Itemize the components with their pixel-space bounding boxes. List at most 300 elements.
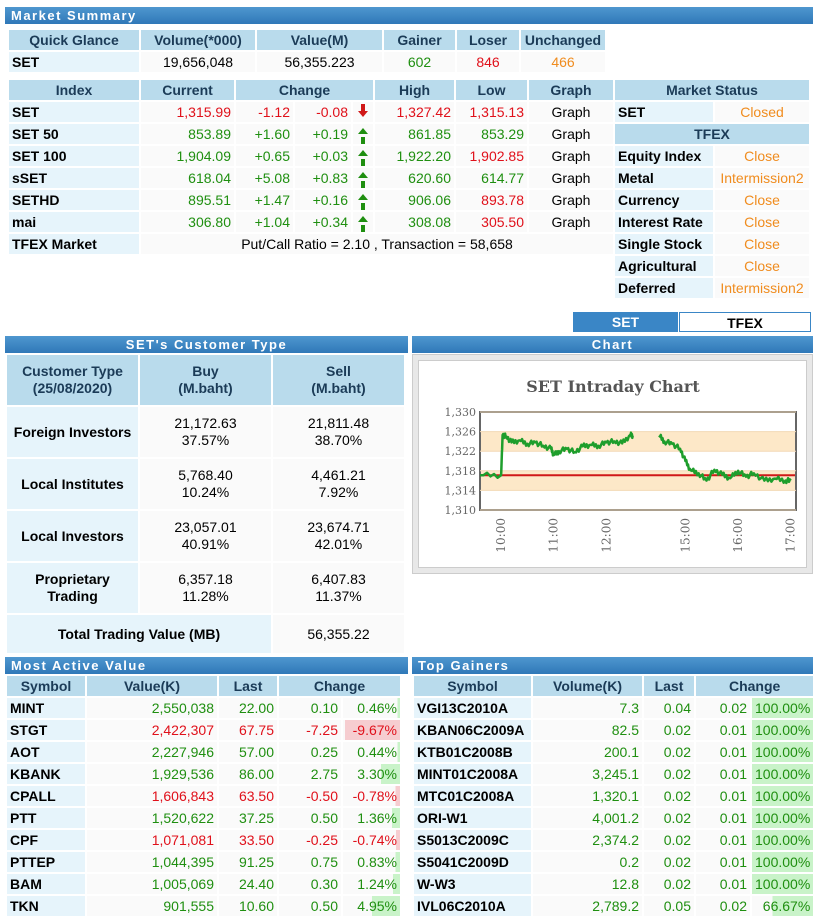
sell-value: 21,811.48 bbox=[307, 415, 370, 431]
sell-cell bbox=[273, 407, 404, 457]
index-current: 306.80 bbox=[141, 212, 234, 232]
value-cell: 1,071,081 bbox=[87, 830, 217, 850]
buy-cell bbox=[140, 459, 271, 509]
index-high: 1,922.20 bbox=[375, 146, 454, 166]
value-cell: 2,227,946 bbox=[87, 742, 217, 762]
chart-tabs bbox=[573, 312, 811, 332]
symbol-link[interactable]: PTT bbox=[7, 808, 85, 828]
index-row bbox=[9, 168, 613, 188]
change-pct-cell: -9.67% bbox=[343, 720, 400, 740]
most-active-col-header: Change bbox=[279, 676, 400, 696]
last-cell: 0.02 bbox=[644, 742, 694, 762]
graph-link[interactable]: Graph bbox=[529, 190, 613, 210]
index-low: 893.78 bbox=[456, 190, 527, 210]
change-cell: 0.50 bbox=[279, 896, 341, 916]
top-gainers-row bbox=[414, 852, 813, 872]
change-cell: 0.01 bbox=[696, 874, 750, 894]
change-cell: 0.10 bbox=[279, 698, 341, 718]
index-col-header: Current bbox=[141, 80, 234, 100]
change-cell: -0.50 bbox=[279, 786, 341, 806]
volume-cell: 82.5 bbox=[533, 720, 642, 740]
x-tick-label: 10:00 bbox=[494, 518, 509, 553]
quick-glance-row bbox=[9, 52, 605, 72]
change-cell: 0.01 bbox=[696, 720, 750, 740]
loser-value: 846 bbox=[457, 52, 519, 72]
tfex-status-value: Close bbox=[715, 256, 809, 276]
index-change-pct: +0.19 bbox=[295, 124, 351, 144]
customer-type-table bbox=[5, 353, 406, 655]
volume-cell: 200.1 bbox=[533, 742, 642, 762]
buy-value: 23,057.01 bbox=[174, 519, 237, 535]
index-name[interactable]: sSET bbox=[9, 168, 139, 188]
top-gainers-row bbox=[414, 808, 813, 828]
tfex-status-row bbox=[615, 190, 809, 210]
gainer-value: 602 bbox=[384, 52, 455, 72]
change-cell: 0.02 bbox=[696, 896, 750, 916]
last-cell: 91.25 bbox=[219, 852, 277, 872]
tfex-status-label: Metal bbox=[615, 168, 713, 188]
symbol-link[interactable]: STGT bbox=[7, 720, 85, 740]
buy-percent: 11.28% bbox=[182, 588, 229, 604]
symbol-link[interactable]: KTB01C2008B bbox=[414, 742, 531, 762]
quick-glance-col-header: Unchanged bbox=[521, 30, 605, 50]
customer-type-label: Proprietary bbox=[35, 571, 110, 587]
index-low: 1,315.13 bbox=[456, 102, 527, 122]
sell-percent: 42.01% bbox=[314, 536, 363, 552]
symbol-link[interactable]: ORI-W1 bbox=[414, 808, 531, 828]
symbol-link[interactable]: KBAN06C2009A bbox=[414, 720, 531, 740]
tfex-status-label: Currency bbox=[615, 190, 713, 210]
top-gainers-col-header: Volume(K) bbox=[533, 676, 642, 696]
last-cell: 0.02 bbox=[644, 830, 694, 850]
most-active-row bbox=[7, 852, 400, 872]
graph-link[interactable]: Graph bbox=[529, 146, 613, 166]
change-pct-cell: 0.44% bbox=[343, 742, 400, 762]
customer-type-name bbox=[7, 563, 138, 613]
customer-type-row bbox=[7, 407, 404, 457]
sell-head: Sell (M.baht) bbox=[273, 355, 404, 405]
change-cell: 0.01 bbox=[696, 742, 750, 762]
index-row bbox=[9, 102, 613, 122]
most-active-row bbox=[7, 764, 400, 784]
plot-area bbox=[480, 412, 796, 510]
index-high: 308.08 bbox=[375, 212, 454, 232]
symbol-link[interactable]: W-W3 bbox=[414, 874, 531, 894]
index-name[interactable]: SET 100 bbox=[9, 146, 139, 166]
y-tick-label: 1,322 bbox=[444, 445, 476, 459]
tfex-status-row bbox=[615, 168, 809, 188]
tfex-status-label: Interest Rate bbox=[615, 212, 713, 232]
symbol-link[interactable]: TKN bbox=[7, 896, 85, 916]
index-change-pct: +0.83 bbox=[295, 168, 351, 188]
change-pct-cell: 100.00% bbox=[752, 830, 813, 850]
change-pct-cell: 0.46% bbox=[343, 698, 400, 718]
quick-glance-label: SET bbox=[9, 52, 139, 72]
top-gainers-row bbox=[414, 742, 813, 762]
graph-link[interactable]: Graph bbox=[529, 124, 613, 144]
most-active-col-header: Symbol bbox=[7, 676, 85, 696]
top-gainers-col-header: Last bbox=[644, 676, 694, 696]
customer-type-label-2: Trading bbox=[47, 588, 98, 604]
value-cell: 1,044,395 bbox=[87, 852, 217, 872]
last-cell: 63.50 bbox=[219, 786, 277, 806]
sell-cell bbox=[273, 563, 404, 613]
index-low: 614.77 bbox=[456, 168, 527, 188]
change-cell: 0.50 bbox=[279, 808, 341, 828]
chart-canvas bbox=[418, 360, 807, 568]
volume-cell: 12.8 bbox=[533, 874, 642, 894]
last-cell: 86.00 bbox=[219, 764, 277, 784]
x-tick-label: 11:00 bbox=[546, 518, 561, 553]
tfex-market-text: Put/Call Ratio = 2.10 , Transaction = 58,658 bbox=[141, 234, 613, 254]
tfex-status-row bbox=[615, 146, 809, 166]
set-intraday-chart[interactable] bbox=[419, 361, 806, 567]
quick-glance-col-header: Volume(*000) bbox=[141, 30, 255, 50]
tfex-status-row bbox=[615, 234, 809, 254]
tfex-status-value: Close bbox=[715, 234, 809, 254]
buy-cell bbox=[140, 511, 271, 561]
tfex-market-row bbox=[9, 234, 613, 254]
index-change: +1.04 bbox=[236, 212, 293, 232]
customer-type-label: Local Investors bbox=[21, 527, 124, 544]
top-gainers-row bbox=[414, 896, 813, 916]
index-high: 906.06 bbox=[375, 190, 454, 210]
sell-value: 4,461.21 bbox=[311, 467, 366, 483]
chart-title: SET Intraday Chart bbox=[526, 377, 700, 396]
most-active-col-header: Value(K) bbox=[87, 676, 217, 696]
change-pct-cell: -0.78% bbox=[343, 786, 400, 806]
index-row bbox=[9, 212, 613, 232]
change-pct-cell: 100.00% bbox=[752, 764, 813, 784]
change-cell: 0.30 bbox=[279, 874, 341, 894]
top-gainers-col-header: Change bbox=[696, 676, 813, 696]
symbol-link[interactable]: MINT bbox=[7, 698, 85, 718]
tfex-status-label: Deferred bbox=[615, 278, 713, 298]
index-change-pct: +0.34 bbox=[295, 212, 351, 232]
customer-type-row bbox=[7, 511, 404, 561]
buy-cell bbox=[140, 407, 271, 457]
arrow-up-icon bbox=[353, 168, 373, 188]
market-summary-header: Market Summary bbox=[5, 7, 813, 24]
sell-percent: 7.92% bbox=[318, 484, 359, 500]
volume-cell: 1,320.1 bbox=[533, 786, 642, 806]
change-pct-cell: 100.00% bbox=[752, 786, 813, 806]
last-cell: 33.50 bbox=[219, 830, 277, 850]
arrow-up-icon bbox=[353, 190, 373, 210]
index-name[interactable]: SET 50 bbox=[9, 124, 139, 144]
buy-value: 5,768.40 bbox=[178, 467, 233, 483]
market-status-title: Market Status bbox=[615, 80, 809, 100]
y-tick-label: 1,318 bbox=[444, 464, 476, 478]
tfex-market-label: TFEX Market bbox=[9, 234, 139, 254]
tfex-status-row bbox=[615, 212, 809, 232]
sell-cell bbox=[273, 511, 404, 561]
index-col-header: High bbox=[375, 80, 454, 100]
top-gainers-row bbox=[414, 830, 813, 850]
value-cell: 2,550,038 bbox=[87, 698, 217, 718]
volume-cell: 2,789.2 bbox=[533, 896, 642, 916]
chart-panel bbox=[412, 354, 813, 574]
top-gainers-header: Top Gainers bbox=[412, 657, 813, 674]
total-trading-label: Total Trading Value (MB) bbox=[7, 615, 271, 653]
customer-type-head: Customer Type (25/08/2020) bbox=[7, 355, 138, 405]
volume-cell: 0.2 bbox=[533, 852, 642, 872]
index-row bbox=[9, 190, 613, 210]
symbol-link[interactable]: MINT01C2008A bbox=[414, 764, 531, 784]
index-change: +0.65 bbox=[236, 146, 293, 166]
symbol-link[interactable]: BAM bbox=[7, 874, 85, 894]
customer-type-label: Local Institutes bbox=[21, 475, 124, 492]
tfex-status-value: Intermission2 bbox=[715, 168, 809, 188]
tfex-status-row bbox=[615, 256, 809, 276]
change-cell: 0.01 bbox=[696, 808, 750, 828]
most-active-row bbox=[7, 720, 400, 740]
graph-link[interactable]: Graph bbox=[529, 168, 613, 188]
symbol-link[interactable]: CPALL bbox=[7, 786, 85, 806]
quick-glance-col-header: Loser bbox=[457, 30, 519, 50]
tab-set[interactable]: SET bbox=[573, 312, 678, 332]
index-current: 1,315.99 bbox=[141, 102, 234, 122]
most-active-table bbox=[5, 674, 402, 918]
last-cell: 0.02 bbox=[644, 852, 694, 872]
most-active-row bbox=[7, 874, 400, 894]
change-cell: 2.75 bbox=[279, 764, 341, 784]
last-cell: 0.02 bbox=[644, 764, 694, 784]
change-pct-cell: 100.00% bbox=[752, 720, 813, 740]
change-pct-cell: 66.67% bbox=[752, 896, 813, 916]
tfex-status-value: Close bbox=[715, 190, 809, 210]
arrow-up-icon bbox=[353, 146, 373, 166]
index-low: 853.29 bbox=[456, 124, 527, 144]
top-gainers-row bbox=[414, 764, 813, 784]
change-cell: 0.75 bbox=[279, 852, 341, 872]
arrow-up-icon bbox=[353, 212, 373, 232]
last-cell: 0.02 bbox=[644, 786, 694, 806]
graph-link[interactable]: Graph bbox=[529, 212, 613, 232]
buy-percent: 37.57% bbox=[181, 432, 230, 448]
change-pct-cell: 3.30% bbox=[343, 764, 400, 784]
unchanged-value: 466 bbox=[521, 52, 605, 72]
index-change: -1.12 bbox=[236, 102, 293, 122]
symbol-link[interactable]: AOT bbox=[7, 742, 85, 762]
x-tick-label: 17:00 bbox=[783, 518, 798, 553]
most-active-row bbox=[7, 808, 400, 828]
set-status-value: Closed bbox=[715, 102, 809, 122]
change-pct-cell: 100.00% bbox=[752, 852, 813, 872]
tfex-status-label: Agricultural bbox=[615, 256, 713, 276]
change-pct-cell: -0.74% bbox=[343, 830, 400, 850]
symbol-link[interactable]: S5041C2009D bbox=[414, 852, 531, 872]
quick-glance-col-header: Value(M) bbox=[257, 30, 382, 50]
index-name[interactable]: SETHD bbox=[9, 190, 139, 210]
top-gainers-row bbox=[414, 874, 813, 894]
y-tick-label: 1,330 bbox=[444, 406, 476, 419]
value-cell: 1,929,536 bbox=[87, 764, 217, 784]
change-cell: 0.25 bbox=[279, 742, 341, 762]
index-change-pct: +0.03 bbox=[295, 146, 351, 166]
index-col-header: Low bbox=[456, 80, 527, 100]
symbol-link[interactable]: IVL06C2010A bbox=[414, 896, 531, 916]
top-gainers-table bbox=[412, 674, 815, 918]
index-current: 1,904.09 bbox=[141, 146, 234, 166]
chart-header: Chart bbox=[412, 336, 813, 353]
change-cell: -7.25 bbox=[279, 720, 341, 740]
top-gainers-row bbox=[414, 698, 813, 718]
y-tick-label: 1,326 bbox=[444, 425, 476, 439]
index-current: 853.89 bbox=[141, 124, 234, 144]
most-active-row bbox=[7, 896, 400, 916]
buy-percent: 40.91% bbox=[181, 536, 230, 552]
customer-type-label: Foreign Investors bbox=[13, 423, 132, 440]
index-col-header: Change bbox=[236, 80, 373, 100]
symbol-link[interactable]: MTC01C2008A bbox=[414, 786, 531, 806]
last-cell: 0.02 bbox=[644, 720, 694, 740]
change-cell: 0.01 bbox=[696, 852, 750, 872]
quick-glance-table bbox=[7, 28, 607, 74]
sell-value: 6,407.83 bbox=[311, 571, 366, 587]
x-tick-label: 16:00 bbox=[731, 518, 746, 553]
index-name[interactable]: mai bbox=[9, 212, 139, 232]
x-tick-label: 12:00 bbox=[599, 518, 614, 553]
top-gainers-row bbox=[414, 786, 813, 806]
chart-band bbox=[481, 471, 795, 491]
customer-type-name bbox=[7, 511, 138, 561]
symbol-link[interactable]: VGI13C2010A bbox=[414, 698, 531, 718]
symbol-link[interactable]: PTTEP bbox=[7, 852, 85, 872]
buy-value: 21,172.63 bbox=[174, 415, 237, 431]
value-cell: 1,520,622 bbox=[87, 808, 217, 828]
chart-band bbox=[481, 432, 795, 452]
last-cell: 0.04 bbox=[644, 698, 694, 718]
buy-percent: 10.24% bbox=[181, 484, 230, 500]
most-active-row bbox=[7, 698, 400, 718]
y-tick-label: 1,310 bbox=[444, 504, 476, 517]
most-active-col-header: Last bbox=[219, 676, 277, 696]
value-cell: 2,422,307 bbox=[87, 720, 217, 740]
tfex-status-value: Intermission2 bbox=[715, 278, 809, 298]
buy-cell bbox=[140, 563, 271, 613]
sell-value: 23,674.71 bbox=[307, 519, 370, 535]
change-pct-cell: 100.00% bbox=[752, 698, 813, 718]
y-tick-label: 1,314 bbox=[444, 484, 476, 498]
most-active-header: Most Active Value bbox=[5, 657, 408, 674]
last-cell: 67.75 bbox=[219, 720, 277, 740]
value-value: 56,355.223 bbox=[257, 52, 382, 72]
sell-percent: 11.37% bbox=[315, 588, 362, 604]
symbol-link[interactable]: KBANK bbox=[7, 764, 85, 784]
index-low: 1,902.85 bbox=[456, 146, 527, 166]
volume-cell: 3,245.1 bbox=[533, 764, 642, 784]
sell-percent: 38.70% bbox=[314, 432, 363, 448]
tfex-status-value: Close bbox=[715, 212, 809, 232]
change-pct-cell: 1.36% bbox=[343, 808, 400, 828]
last-cell: 0.02 bbox=[644, 874, 694, 894]
change-pct-cell: 1.24% bbox=[343, 874, 400, 894]
most-active-row bbox=[7, 742, 400, 762]
index-table bbox=[7, 78, 615, 256]
index-change: +5.08 bbox=[236, 168, 293, 188]
index-row bbox=[9, 124, 613, 144]
change-cell: -0.25 bbox=[279, 830, 341, 850]
customer-type-row bbox=[7, 563, 404, 613]
last-cell: 22.00 bbox=[219, 698, 277, 718]
last-cell: 10.60 bbox=[219, 896, 277, 916]
index-name[interactable]: SET bbox=[9, 102, 139, 122]
index-high: 620.60 bbox=[375, 168, 454, 188]
volume-value: 19,656,048 bbox=[141, 52, 255, 72]
customer-type-header: SET's Customer Type bbox=[5, 336, 408, 353]
market-status-table bbox=[613, 78, 811, 300]
top-gainers-row bbox=[414, 720, 813, 740]
volume-cell: 7.3 bbox=[533, 698, 642, 718]
most-active-row bbox=[7, 786, 400, 806]
buy-value: 6,357.18 bbox=[178, 571, 233, 587]
index-change: +1.60 bbox=[236, 124, 293, 144]
tfex-status-value: Close bbox=[715, 146, 809, 166]
set-status-label: SET bbox=[615, 102, 713, 122]
index-current: 618.04 bbox=[141, 168, 234, 188]
volume-cell: 4,001.2 bbox=[533, 808, 642, 828]
index-change: +1.47 bbox=[236, 190, 293, 210]
value-cell: 901,555 bbox=[87, 896, 217, 916]
index-row bbox=[9, 146, 613, 166]
change-pct-cell: 100.00% bbox=[752, 808, 813, 828]
index-current: 895.51 bbox=[141, 190, 234, 210]
index-change-pct: -0.08 bbox=[295, 102, 351, 122]
customer-type-name bbox=[7, 407, 138, 457]
total-trading-value: 56,355.22 bbox=[273, 615, 404, 653]
quick-glance-col-header: Gainer bbox=[384, 30, 455, 50]
index-low: 305.50 bbox=[456, 212, 527, 232]
index-high: 861.85 bbox=[375, 124, 454, 144]
index-high: 1,327.42 bbox=[375, 102, 454, 122]
index-col-header: Index bbox=[9, 80, 139, 100]
most-active-row bbox=[7, 830, 400, 850]
last-cell: 24.40 bbox=[219, 874, 277, 894]
arrow-up-icon bbox=[353, 124, 373, 144]
last-cell: 0.05 bbox=[644, 896, 694, 916]
tfex-status-label: Equity Index bbox=[615, 146, 713, 166]
change-pct-cell: 4.95% bbox=[343, 896, 400, 916]
symbol-link[interactable]: CPF bbox=[7, 830, 85, 850]
symbol-link[interactable]: S5013C2009C bbox=[414, 830, 531, 850]
change-cell: 0.02 bbox=[696, 698, 750, 718]
index-change-pct: +0.16 bbox=[295, 190, 351, 210]
last-cell: 0.02 bbox=[644, 808, 694, 828]
change-cell: 0.01 bbox=[696, 830, 750, 850]
x-tick-label: 15:00 bbox=[678, 518, 693, 553]
tfex-status-row bbox=[615, 278, 809, 298]
sell-cell bbox=[273, 459, 404, 509]
change-pct-cell: 100.00% bbox=[752, 874, 813, 894]
graph-link[interactable]: Graph bbox=[529, 102, 613, 122]
tab-tfex[interactable]: TFEX bbox=[679, 312, 811, 332]
tfex-status-label: Single Stock bbox=[615, 234, 713, 254]
top-gainers-col-header: Symbol bbox=[414, 676, 531, 696]
volume-cell: 2,374.2 bbox=[533, 830, 642, 850]
tfex-status-title: TFEX bbox=[615, 124, 809, 144]
change-cell: 0.01 bbox=[696, 764, 750, 784]
customer-type-name bbox=[7, 459, 138, 509]
value-cell: 1,606,843 bbox=[87, 786, 217, 806]
quick-glance-col-header: Quick Glance bbox=[9, 30, 139, 50]
change-pct-cell: 100.00% bbox=[752, 742, 813, 762]
customer-type-row bbox=[7, 459, 404, 509]
change-pct-cell: 0.83% bbox=[343, 852, 400, 872]
arrow-down-icon bbox=[353, 102, 373, 122]
last-cell: 37.25 bbox=[219, 808, 277, 828]
last-cell: 57.00 bbox=[219, 742, 277, 762]
